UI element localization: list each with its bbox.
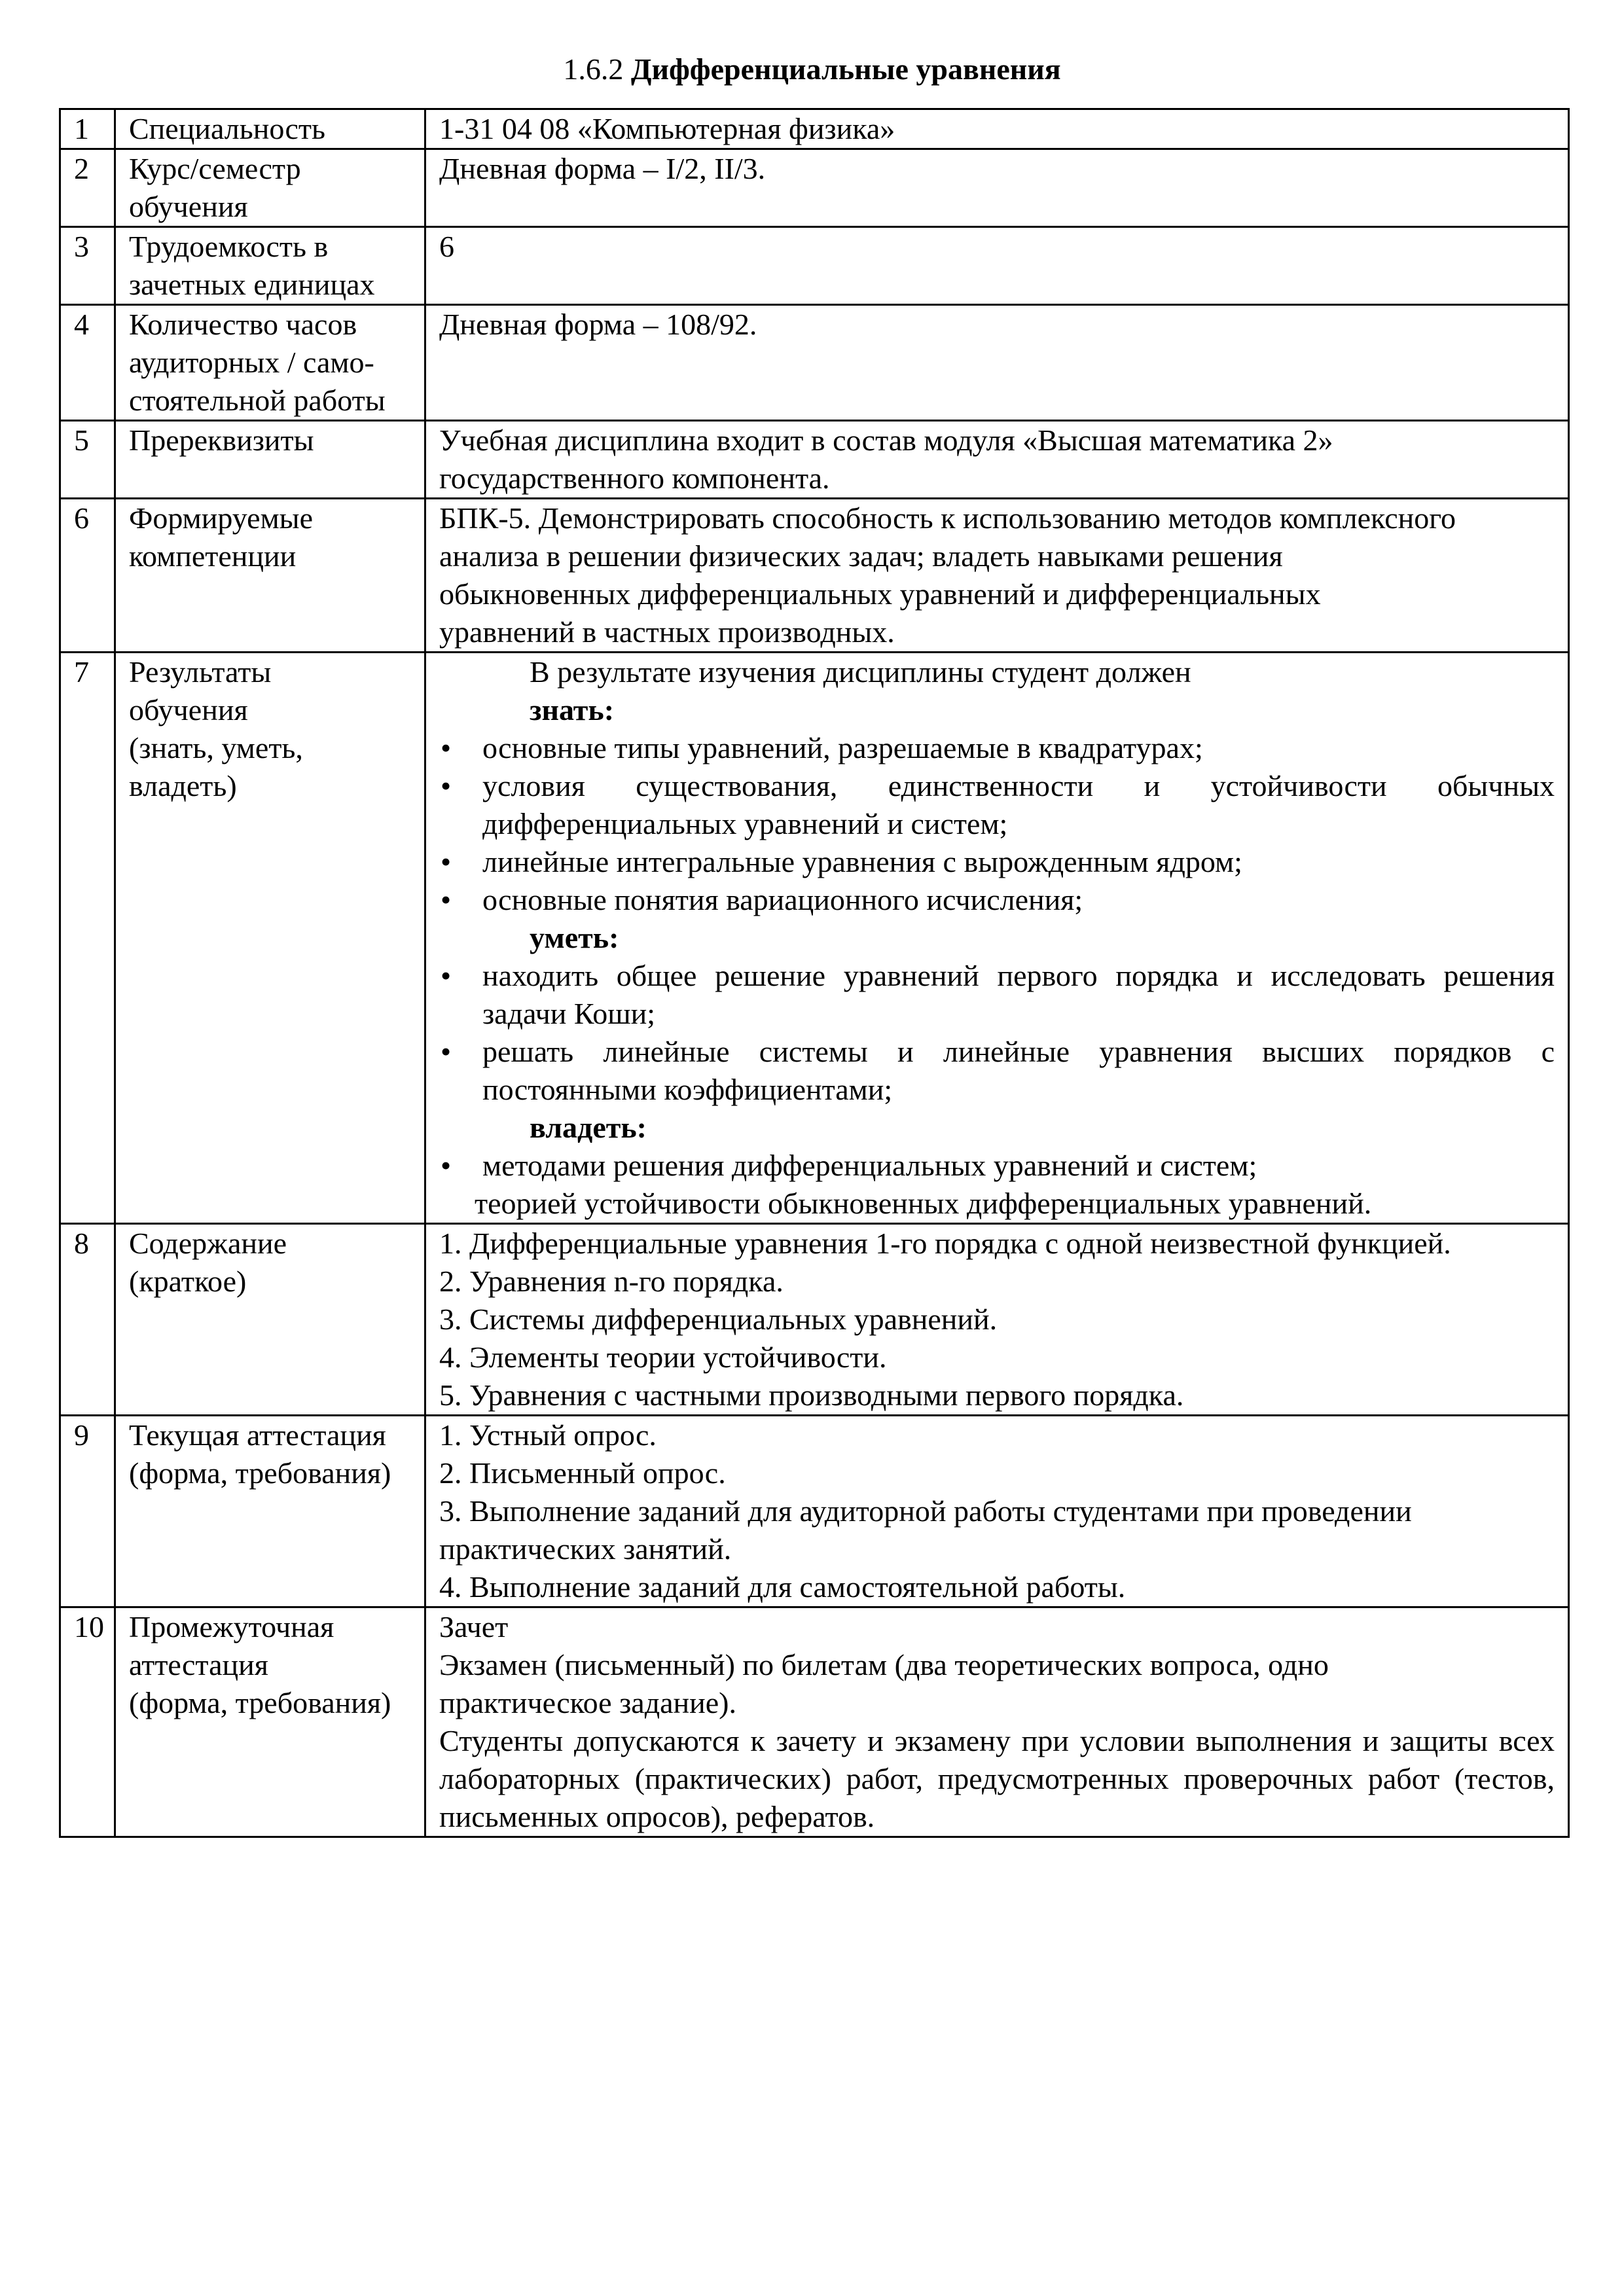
- label-line: Содержание: [129, 1227, 287, 1260]
- can-item: [437, 1033, 1555, 1109]
- row-value: [425, 227, 1569, 305]
- row-value: [425, 109, 1569, 149]
- own-heading: владеть:: [530, 1111, 647, 1144]
- table-row: [60, 653, 1569, 1224]
- can-item: [437, 957, 1555, 1033]
- value-line: 4. Элементы теории устойчивости.: [439, 1340, 887, 1374]
- row-number: 9: [60, 1416, 115, 1607]
- row-label: [115, 149, 425, 227]
- value-line: государственного компонента.: [439, 461, 830, 495]
- value-line: обыкновенных дифференциальных уравнений и дифференциальных: [439, 577, 1321, 611]
- value-line: практических занятий.: [439, 1532, 732, 1566]
- label-line: Трудоемкость в: [129, 230, 329, 263]
- know-item-text: условия существования, единственности и устойчивости обычных дифференциальных уравнений и систем;: [482, 769, 1555, 840]
- row-number: 1: [60, 109, 115, 149]
- row-number: 2: [60, 149, 115, 227]
- know-item: [437, 729, 1555, 767]
- table-row: [60, 227, 1569, 305]
- table-row: [60, 109, 1569, 149]
- row-number: 3: [60, 227, 115, 305]
- can-heading: уметь:: [530, 921, 619, 954]
- table-row: [60, 149, 1569, 227]
- label-line: владеть): [129, 769, 237, 802]
- value-line: 1-31 04 08 «Компьютерная физика»: [439, 112, 895, 145]
- value-line: анализа в решении физических задач; владеть навыками решения: [439, 539, 1283, 573]
- value-line: 2. Письменный опрос.: [439, 1456, 726, 1490]
- bullet-icon: •: [441, 883, 452, 916]
- value-line: Экзамен (письменный) по билетам (два теоретических вопроса, одно: [439, 1648, 1329, 1681]
- row-value: [425, 421, 1569, 499]
- page-title: [0, 51, 1624, 88]
- label-line: обучения: [129, 693, 248, 726]
- label-line: компетенции: [129, 539, 297, 573]
- bullet-icon: •: [441, 1035, 452, 1068]
- label-line: (краткое): [129, 1265, 247, 1298]
- own-item-text: методами решения дифференциальных уравнений и систем;: [482, 1149, 1257, 1182]
- know-heading: знать:: [530, 693, 615, 726]
- label-line: стоятельной работы: [129, 384, 386, 417]
- label-line: обучения: [129, 190, 248, 223]
- row-value: [425, 1607, 1569, 1837]
- label-line: Текущая аттестация: [129, 1418, 386, 1452]
- value-line: 3. Системы дифференциальных уравнений.: [439, 1302, 998, 1336]
- title-number: 1.6.2: [563, 52, 624, 86]
- know-item: [437, 767, 1555, 843]
- label-line: Количество часов: [129, 308, 357, 341]
- value-line: Учебная дисциплина входит в состав модуля «Высшая математика 2»: [439, 423, 1333, 457]
- know-item: [437, 843, 1555, 881]
- row-value: [425, 1224, 1569, 1416]
- course-table: [59, 108, 1570, 1838]
- row-label: [115, 421, 425, 499]
- label-line: (знать, уметь,: [129, 731, 303, 764]
- own-extra-text: теорией устойчивости обыкновенных дифференциальных уравнений.: [475, 1187, 1372, 1220]
- know-item-text: основные типы уравнений, разрешаемые в квадратурах;: [482, 731, 1203, 764]
- value-line: 5. Уравнения с частными производными первого порядка.: [439, 1378, 1184, 1412]
- bullet-icon: •: [441, 769, 452, 802]
- table-row: [60, 421, 1569, 499]
- value-paragraph: Студенты допускаются к зачету и экзамену при условии выполнения и защиты всех лабораторных (практических) работ, предусмотренных проверочных работ (тестов, письменных опросов), рефератов.: [439, 1724, 1555, 1833]
- title-text: Дифференциальные уравнения: [630, 52, 1061, 86]
- row-label: [115, 653, 425, 1224]
- value-line: 6: [439, 230, 454, 263]
- own-item: [437, 1147, 1555, 1185]
- row-label: [115, 499, 425, 653]
- label-line: зачетных единицах: [129, 268, 375, 301]
- table-row: [60, 305, 1569, 421]
- value-line: БПК-5. Демонстрировать способность к использованию методов комплексного: [439, 501, 1456, 535]
- label-line: Формируемые: [129, 501, 314, 535]
- value-line: Зачет: [439, 1610, 509, 1643]
- value-line: 3. Выполнение заданий для аудиторной работы студентами при проведении: [439, 1494, 1412, 1528]
- row-value: [425, 1416, 1569, 1607]
- label-line: аттестация: [129, 1648, 268, 1681]
- value-line: 4. Выполнение заданий для самостоятельной работы.: [439, 1570, 1126, 1604]
- can-item-text: решать линейные системы и линейные уравнения высших порядков с постоянными коэффициентами;: [482, 1035, 1555, 1106]
- label-line: Промежуточная: [129, 1610, 334, 1643]
- bullet-icon: •: [441, 1149, 452, 1182]
- row-label: [115, 1224, 425, 1416]
- row-label: [115, 1416, 425, 1607]
- value-line: уравнений в частных производных.: [439, 615, 895, 649]
- row-value: [425, 305, 1569, 421]
- row-value: [425, 499, 1569, 653]
- label-line: аудиторных / само-: [129, 346, 374, 379]
- row-label: [115, 109, 425, 149]
- row-value: [425, 149, 1569, 227]
- table-row: [60, 499, 1569, 653]
- bullet-icon: •: [441, 845, 452, 878]
- bullet-icon: •: [441, 959, 452, 992]
- table-row: [60, 1224, 1569, 1416]
- row-number: 5: [60, 421, 115, 499]
- value-line: 1. Устный опрос.: [439, 1418, 657, 1452]
- value-line: Дневная форма – I/2, II/3.: [439, 152, 766, 185]
- value-line: 1. Дифференциальные уравнения 1-го порядка с одной неизвестной функцией.: [439, 1227, 1451, 1260]
- value-line: 2. Уравнения n-го порядка.: [439, 1265, 784, 1298]
- table-row: [60, 1607, 1569, 1837]
- row-label: [115, 1607, 425, 1837]
- row-number: 6: [60, 499, 115, 653]
- bullet-icon: •: [441, 731, 452, 764]
- label-line: Специальность: [129, 112, 325, 145]
- know-item-text: линейные интегральные уравнения с вырожденным ядром;: [482, 845, 1242, 878]
- can-item-text: находить общее решение уравнений первого порядка и исследовать решения задачи Коши;: [482, 959, 1555, 1030]
- value-line: практическое задание).: [439, 1686, 736, 1719]
- learning-outcomes-intro: В результате изучения дисциплины студент должен: [530, 655, 1191, 689]
- table-row: [60, 1416, 1569, 1607]
- know-item-text: основные понятия вариационного исчисления;: [482, 883, 1083, 916]
- row-label: [115, 227, 425, 305]
- row-number: 10: [60, 1607, 115, 1837]
- row-number: 7: [60, 653, 115, 1224]
- label-line: (форма, требования): [129, 1686, 391, 1719]
- label-line: Пререквизиты: [129, 423, 314, 457]
- label-line: (форма, требования): [129, 1456, 391, 1490]
- row-number: 8: [60, 1224, 115, 1416]
- value-line: Дневная форма – 108/92.: [439, 308, 757, 341]
- know-item: [437, 881, 1555, 919]
- row-number: 4: [60, 305, 115, 421]
- row-label: [115, 305, 425, 421]
- label-line: Результаты: [129, 655, 272, 689]
- row-value: [425, 653, 1569, 1224]
- label-line: Курс/семестр: [129, 152, 301, 185]
